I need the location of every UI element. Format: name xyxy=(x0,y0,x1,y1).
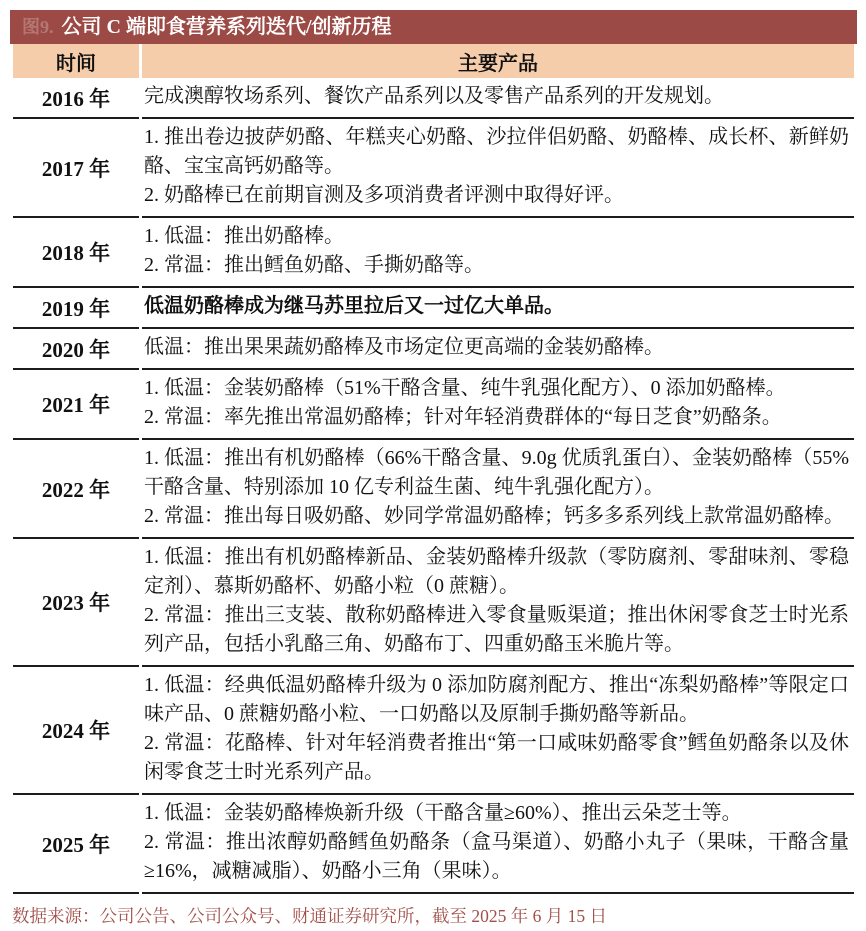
history-table xyxy=(10,44,857,894)
data-source-note: 数据来源：公司公告、公司公众号、财通证券研究所，截至 2025 年 6 月 15 日 xyxy=(12,906,607,926)
year-cell: 2021 年 xyxy=(13,370,139,440)
product-item: 1. 低温：推出有机奶酪棒新品、金装奶酪棒升级款（零防腐剂、零甜味剂、零稳定剂）、慕斯奶酪杯、奶酪小粒（0 蔗糖）。 xyxy=(144,546,849,597)
table-row xyxy=(13,440,854,539)
product-cell xyxy=(142,667,854,795)
product-item: 低温：推出果果蔬奶酪棒及市场定位更高端的金装奶酪棒。 xyxy=(144,336,664,358)
product-cell xyxy=(142,440,854,539)
year-cell: 2024 年 xyxy=(13,667,139,795)
product-item: 2. 常温：花酪棒、针对年轻消费者推出“第一口咸味奶酪零食”鳕鱼奶酪条以及休闲零食芝士时光系列产品。 xyxy=(144,732,849,783)
product-item: 2. 常温：推出鳕鱼奶酪、手撕奶酪等。 xyxy=(144,254,484,276)
year-cell: 2018 年 xyxy=(13,218,139,288)
product-item: 1. 低温：金装奶酪棒（51%干酪含量、纯牛乳强化配方）、0 添加奶酪棒。 xyxy=(144,377,786,399)
table-row xyxy=(13,539,854,667)
column-header-product: 主要产品 xyxy=(142,44,854,78)
table-row xyxy=(13,795,854,894)
table-body xyxy=(13,78,854,894)
product-item: 2. 常温：推出浓醇奶酪鳕鱼奶酪条（盒马渠道）、奶酪小丸子（果味，干酪含量≥16%，减糖减脂）、奶酪小三角（果味）。 xyxy=(144,831,849,882)
table-row xyxy=(13,119,854,218)
year-cell: 2017 年 xyxy=(13,119,139,218)
table-row xyxy=(13,329,854,370)
product-cell xyxy=(142,288,854,329)
product-cell xyxy=(142,329,854,370)
product-cell xyxy=(142,539,854,667)
product-item: 2. 常温：推出每日吸奶酪、妙同学常温奶酪棒；钙多多系列线上款常温奶酪棒。 xyxy=(144,505,844,527)
year-cell: 2020 年 xyxy=(13,329,139,370)
year-cell: 2019 年 xyxy=(13,288,139,329)
year-cell: 2025 年 xyxy=(13,795,139,894)
product-item: 完成澳醇牧场系列、餐饮产品系列以及零售产品系列的开发规划。 xyxy=(144,85,724,107)
table-row xyxy=(13,218,854,288)
column-header-time: 时间 xyxy=(13,44,139,78)
product-item: 低温奶酪棒成为继马苏里拉后又一过亿大单品。 xyxy=(144,295,564,317)
table-title-bar xyxy=(10,10,857,44)
year-cell: 2022 年 xyxy=(13,440,139,539)
product-item: 2. 奶酪棒已在前期盲测及多项消费者评测中取得好评。 xyxy=(144,184,624,206)
product-cell xyxy=(142,370,854,440)
product-item: 1. 推出卷边披萨奶酪、年糕夹心奶酪、沙拉伴侣奶酪、奶酪棒、成长杯、新鲜奶酪、宝宝高钙奶酪等。 xyxy=(144,126,849,177)
figure-number-watermark: 图9. xyxy=(22,17,54,37)
table-row xyxy=(13,288,854,329)
product-item: 2. 常温：率先推出常温奶酪棒；针对年轻消费群体的“每日芝食”奶酪条。 xyxy=(144,406,782,428)
table-title: 公司 C 端即食营养系列迭代/创新历程 xyxy=(61,16,392,38)
product-item: 1. 低温：推出奶酪棒。 xyxy=(144,225,344,247)
product-item: 2. 常温：推出三支装、散称奶酪棒进入零食量贩渠道；推出休闲零食芝士时光系列产品，包括小乳酪三角、奶酪布丁、四重奶酪玉米脆片等。 xyxy=(144,604,849,655)
product-cell xyxy=(142,795,854,894)
table-row xyxy=(13,667,854,795)
year-cell: 2016 年 xyxy=(13,78,139,119)
product-cell xyxy=(142,218,854,288)
product-item: 1. 低温：经典低温奶酪棒升级为 0 添加防腐剂配方、推出“冻梨奶酪棒”等限定口味产品、0 蔗糖奶酪小粒、一口奶酪以及原制手撕奶酪等新品。 xyxy=(144,674,849,725)
product-cell xyxy=(142,78,854,119)
product-item: 1. 低温：推出有机奶酪棒（66%干酪含量、9.0g 优质乳蛋白）、金装奶酪棒（55%干酪含量、特别添加 10 亿专利益生菌、纯牛乳强化配方）。 xyxy=(144,447,849,498)
table-row xyxy=(13,370,854,440)
year-cell: 2023 年 xyxy=(13,539,139,667)
product-item: 1. 低温：金装奶酪棒焕新升级（干酪含量≥60%）、推出云朵芝士等。 xyxy=(144,802,742,824)
table-row xyxy=(13,78,854,119)
table-header xyxy=(13,44,854,78)
header-row xyxy=(13,44,854,78)
product-cell xyxy=(142,119,854,218)
